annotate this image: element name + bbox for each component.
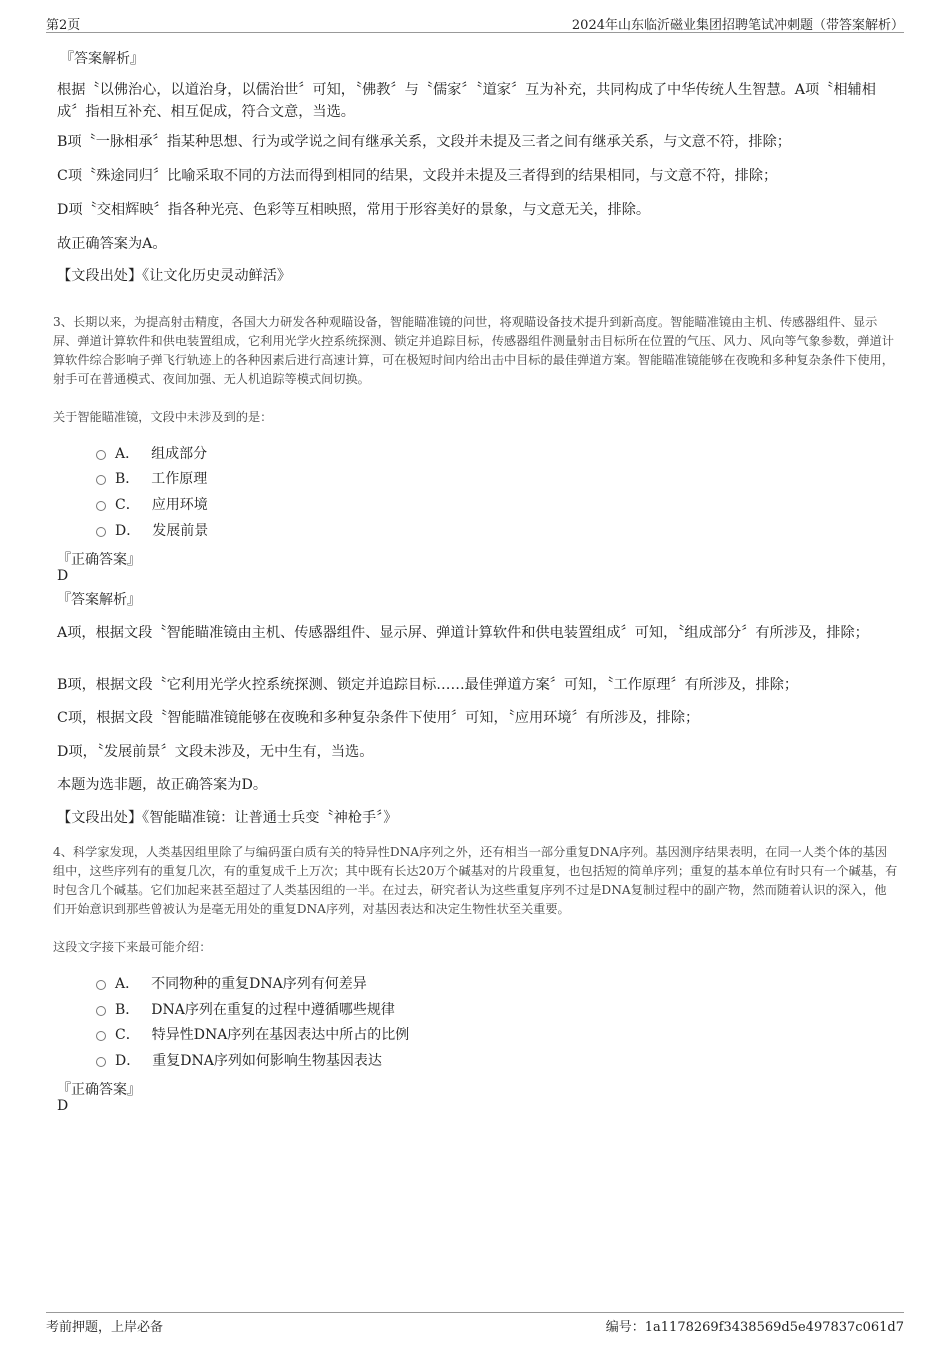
correct-answer-label: 『正确答案』 (57, 552, 141, 568)
option-c[interactable] (96, 494, 208, 514)
document-code: 编号：1a1178269f3438569d5e497837c061d7 (605, 1320, 904, 1335)
correct-answer: D (57, 568, 69, 584)
text-source: 【文段出处】《让文化历史灵动鲜活》 (57, 268, 292, 284)
footer-slogan: 考前押题，上岸必备 (46, 1320, 164, 1335)
option-text: 应用环境 (151, 497, 208, 513)
option-c[interactable] (96, 1024, 409, 1044)
option-text: DNA序列在重复的过程中遵循哪些规律 (151, 1002, 395, 1018)
radio-button[interactable] (96, 475, 106, 485)
analysis-conclusion: 本题为选非题，故正确答案为D。 (57, 777, 268, 793)
radio-button[interactable] (96, 501, 106, 511)
analysis-paragraph: C项，根据文段〝智能瞄准镜能够在夜晚和多种复杂条件下使用〞可知，〝应用环境〞有所涉及，排除； (57, 710, 700, 726)
correct-answer-label: 『正确答案』 (57, 1082, 141, 1098)
page-number: 第2页 (46, 18, 81, 33)
analysis-conclusion: 故正确答案为A。 (57, 236, 167, 252)
option-text: 工作原理 (151, 471, 208, 487)
analysis-paragraph: 根据〝以佛治心，以道治身，以儒治世〞可知，〝佛教〞与〝儒家〞〝道家〞互为补充，共同构成了中华传统人生智慧。A项〝相辅相成〞指相互补充、相互促成，符合文意，当选。 (57, 82, 876, 120)
option-d[interactable] (96, 520, 208, 540)
option-text: 发展前景 (152, 523, 209, 539)
radio-button[interactable] (96, 450, 106, 460)
question-stem: 4、科学家发现，人类基因组里除了与编码蛋白质有关的特异性DNA序列之外，还有相当一部分重复DNA序列。基因测序结果表明，在同一人类个体的基因组中，这些序列有的重复几次，有的重复成千上万次；其中既有长达20万个碱基对的片段重复，也包括短的简单序列；重复的基本单位有时只有一个碱基，有时包含几个碱基。它们加起来甚至超过了人类基因组的一半。在过去，研究者认为这些重复序列不过是DNA复制过程中的副产物，然而随着认识的深入，他们开始意识到那些曾被认为是毫无用处的重复DNA序列，对基因表达和决定生物性状至关重要。 (53, 845, 898, 916)
question-prompt: 这段文字接下来最可能介绍： (53, 940, 212, 954)
radio-button[interactable] (96, 1031, 106, 1041)
question-prompt: 关于智能瞄准镜，文段中未涉及到的是： (53, 410, 273, 424)
analysis-label: 『答案解析』 (60, 51, 144, 67)
option-text: 组成部分 (151, 446, 208, 462)
option-text: 不同物种的重复DNA序列有何差异 (151, 976, 367, 992)
document-title: 2024年山东临沂磁业集团招聘笔试冲刺题（带答案解析） (571, 18, 904, 33)
analysis-paragraph: C项〝殊途同归〞比喻采取不同的方法而得到相同的结果，文段并未提及三者得到的结果相同，与文意不符，排除； (57, 168, 778, 184)
question-stem: 3、长期以来，为提高射击精度，各国大力研发各种观瞄设备，智能瞄准镜的问世，将观瞄设备技术提升到新高度。智能瞄准镜由主机、传感器组件、显示屏、弹道计算软件和供电装置组成，它利用光学火控系统探测、锁定并追踪目标，传感器组件测量射击目标所在位置的气压、风力、风向等气象参数，弹道计算软件综合影响子弹飞行轨迹上的各种因素后进行高速计算，可在极短时间内给出击中目标的最佳弹道方案。智能瞄准镜能够在夜晚和多种复杂条件下使用，射手可在普通模式、夜间加强、无人机追踪等模式间切换。 (53, 315, 894, 386)
page-header (46, 14, 904, 33)
analysis-paragraph: A项，根据文段〝智能瞄准镜由主机、传感器组件、显示屏、弹道计算软件和供电装置组成〞可知，〝组成部分〞有所涉及，排除； (57, 625, 869, 641)
page-footer (46, 1312, 904, 1336)
option-letter: B． (115, 471, 140, 487)
option-letter: C． (115, 1027, 140, 1043)
option-text: 重复DNA序列如何影响生物基因表达 (152, 1053, 382, 1069)
option-letter: A． (115, 446, 140, 462)
radio-button[interactable] (96, 1057, 106, 1067)
analysis-paragraph: D项〝交相辉映〞指各种光亮、色彩等互相映照，常用于形容美好的景象，与文意无关，排除。 (57, 202, 651, 218)
option-letter: D． (115, 523, 141, 539)
radio-button[interactable] (96, 980, 106, 990)
option-b[interactable] (96, 999, 395, 1019)
option-b[interactable] (96, 468, 207, 488)
option-letter: B． (115, 1002, 140, 1018)
text-source: 【文段出处】《智能瞄准镜：让普通士兵变〝神枪手〞》 (57, 810, 398, 826)
option-a[interactable] (96, 443, 207, 463)
radio-button[interactable] (96, 527, 106, 537)
analysis-paragraph: D项，〝发展前景〞文段未涉及，无中生有，当选。 (57, 744, 374, 760)
option-text: 特异性DNA序列在基因表达中所占的比例 (151, 1027, 410, 1043)
analysis-paragraph: B项，根据文段〝它利用光学火控系统探测、锁定并追踪目标……最佳弹道方案〞可知，〝工作原理〞有所涉及，排除； (57, 677, 799, 693)
radio-button[interactable] (96, 1006, 106, 1016)
option-letter: C． (115, 497, 140, 513)
correct-answer: D (57, 1098, 69, 1114)
analysis-label: 『答案解析』 (57, 592, 141, 608)
option-letter: D． (115, 1053, 141, 1069)
option-d[interactable] (96, 1050, 382, 1070)
option-letter: A． (115, 976, 140, 992)
option-a[interactable] (96, 973, 367, 993)
analysis-paragraph: B项〝一脉相承〞指某种思想、行为或学说之间有继承关系，文段并未提及三者之间有继承关系，与文意不符，排除； (57, 134, 791, 150)
